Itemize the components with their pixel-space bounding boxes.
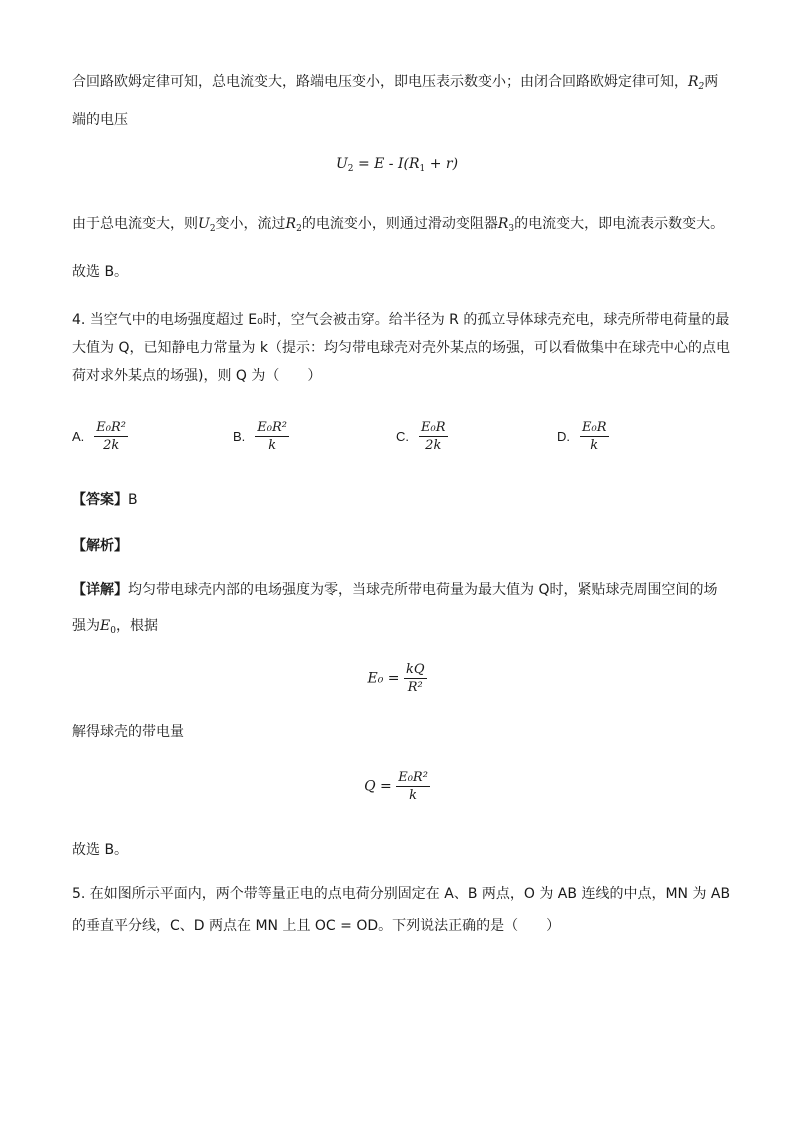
equation-e0: E₀ = $\frac{kQ}{\text{R²}}$	[367, 662, 425, 695]
detail-line: 强为$E_0$，根据	[72, 618, 158, 636]
question-4-line: 大值为 Q，已知静电力常量为 k（提示：均匀带电球壳对壳外某点的场强，可以看做集中在球壳中心的点电	[72, 340, 731, 356]
option-d: D. $\frac{\text{E₀R}}{k}$	[557, 420, 607, 453]
equation-u2: $U_2 = E - I(R_1 + r)$	[335, 156, 459, 174]
text-line: 由于总电流变大，则$U_2$变小，流过$R_2$的电流变小，则通过滑动变阻器$R_3$的电流变大，即电流表示数变大。	[72, 216, 725, 234]
question-4-line: 荷对求外某点的场强)，则 Q 为（ ）	[72, 368, 322, 384]
text-line	[72, 72, 718, 97]
detail-line: 【详解】均匀带电球壳内部的电场强度为零，当球壳所带电荷量为最大值为 Q时，紧贴球壳周围空间的场	[72, 582, 718, 598]
question-4-line: 4. 当空气中的电场强度超过 E₀时，空气会被击穿。给半径为 R 的孤立导体球壳充电，球壳所带电荷量的最	[72, 312, 730, 328]
equation-q: Q = $\frac{\text{E₀R²}}{k}$	[364, 770, 428, 803]
option-a: A. $\frac{\text{E₀R²}}{2k}$	[72, 420, 126, 453]
text: 合回路欧姆定律可知，总电流变大，路端电压变小，即电压表示数变小；由闭合回路欧姆定律可知，	[72, 74, 688, 90]
answer-line: 【答案】B	[72, 492, 138, 508]
analysis-tag: 【解析】	[72, 538, 128, 554]
choose-line: 故选 B。	[72, 842, 129, 858]
question-5-line: 的垂直平分线，C、D 两点在 MN 上且 OC = OD。下列说法正确的是（ ）	[72, 918, 561, 934]
text: 两	[704, 74, 719, 90]
choose-line: 故选 B。	[72, 264, 129, 280]
var-r2: $R_2$	[688, 74, 705, 92]
option-b: B. $\frac{\text{E₀R²}}{k}$	[233, 420, 287, 453]
question-5-line: 5. 在如图所示平面内，两个带等量正电的点电荷分别固定在 A、B 两点，O 为 AB 连线的中点，MN 为 AB	[72, 886, 731, 902]
option-c: C. $\frac{\text{E₀R}}{2k}$	[396, 420, 446, 453]
solve-line: 解得球壳的带电量	[72, 724, 184, 740]
text-line: 端的电压	[72, 112, 128, 128]
